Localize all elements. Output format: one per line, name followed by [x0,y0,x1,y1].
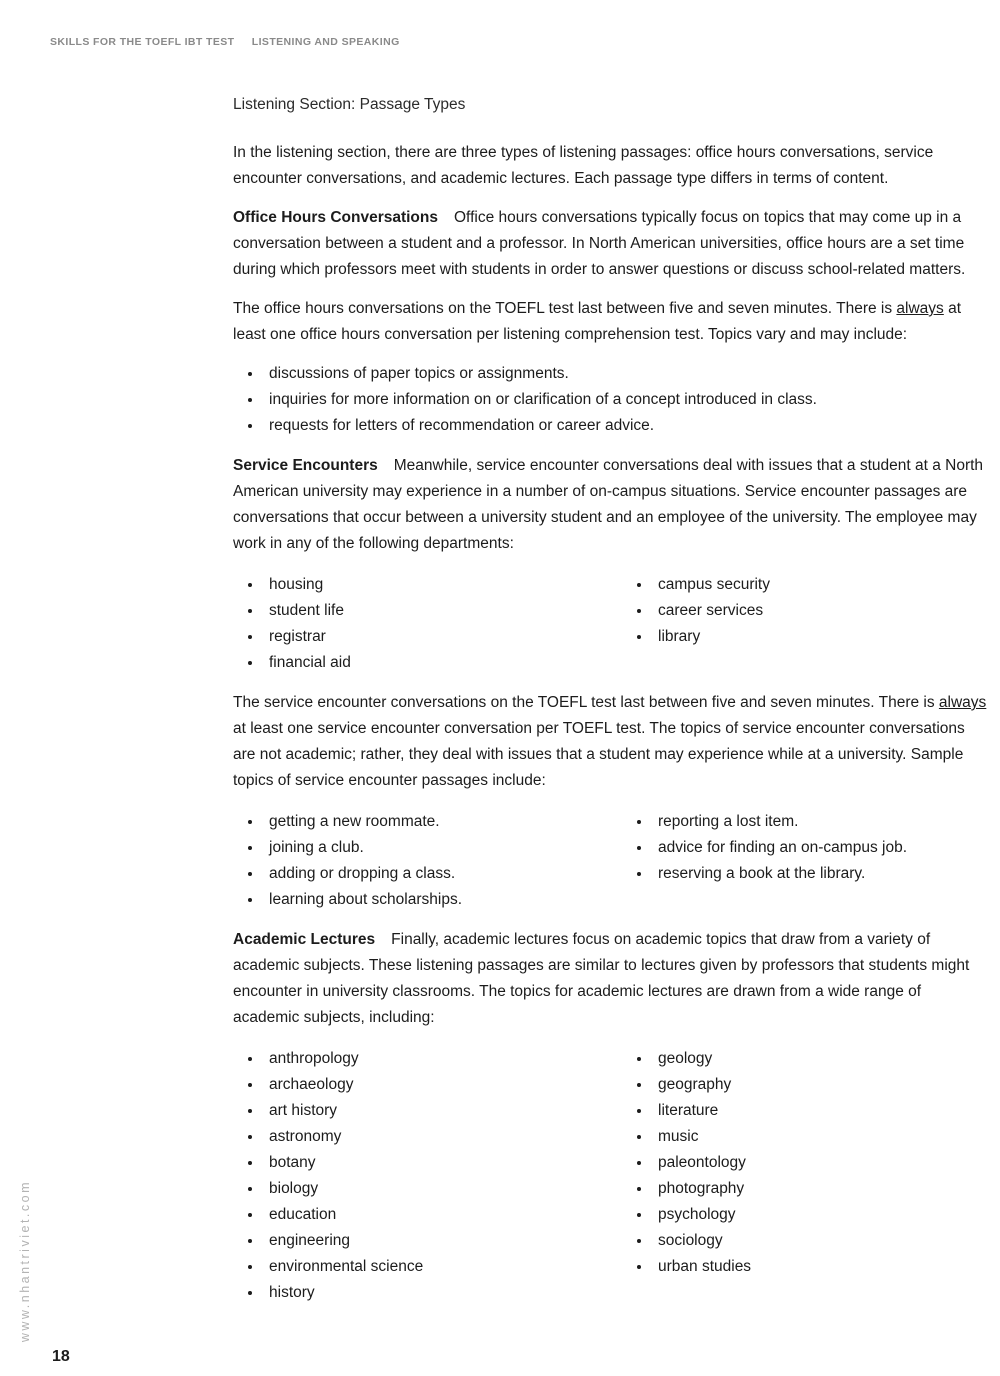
side-watermark: www.nhantriviet.com [18,1179,32,1342]
list-item: • joining a club. [263,835,622,861]
list-item: • botany [263,1150,622,1176]
list-item: • inquiries for more information on or clarification of a concept introduced in class. [263,387,990,413]
list-item: • environmental science [263,1254,622,1280]
list-item: • art history [263,1098,622,1124]
sample-topics-list-left [235,809,622,913]
office-hours-detail-after: at least one office hours conversation per listening comprehension test. Topics vary and may include: [233,300,962,343]
running-header [50,36,400,48]
departments-list-right [624,572,990,676]
list-item: • literature [652,1098,990,1124]
academic-lectures-body: Finally, academic lectures focus on academic topics that draw from a variety of academic subjects. These listening passages are similar to lectures given by professors that students might encounter in university classrooms. The topics for academic lectures are drawn from a wide range of academic subjects, including: [233,931,970,1026]
list-item: • psychology [652,1202,990,1228]
list-item: • requests for letters of recommendation or career advice. [263,413,990,439]
list-item: • discussions of paper topics or assignments. [263,361,990,387]
list-item: • registrar [263,624,622,650]
section-heading: Listening Section: Passage Types [233,96,466,113]
list-item: • financial aid [263,650,622,676]
list-item: • urban studies [652,1254,990,1280]
list-item: • history [263,1280,622,1306]
office-hours-topics-list [235,361,990,439]
service-encounters-detail-before: The service encounter conversations on the TOEFL test last between five and seven minutes. There is [233,694,939,711]
sample-topics-columns [233,807,990,913]
list-item: • housing [263,572,622,598]
office-hours-lead: Office Hours Conversations [233,209,438,226]
list-item: • anthropology [263,1046,622,1072]
office-hours-underlined-word: always [896,300,944,317]
service-encounters-detail-after: at least one service encounter conversation per TOEFL test. The topics of service encounter conversations are not academic; rather, they deal with issues that a student may experience while at a university. Sample topics of service encounter passages include: [233,720,965,789]
list-item: • biology [263,1176,622,1202]
list-item: • geography [652,1072,990,1098]
academic-subjects-list-right [624,1046,990,1306]
service-encounters-underlined-word: always [938,694,987,711]
list-item: • music [652,1124,990,1150]
list-item: • archaeology [263,1072,622,1098]
academic-subjects-list-left [235,1046,622,1306]
office-hours-detail-before: The office hours conversations on the TOEFL test last between five and seven minutes. There is [233,300,897,317]
sample-topics-list-right [624,809,990,913]
list-item: • geology [652,1046,990,1072]
list-item: • advice for finding an on-campus job. [652,835,990,861]
list-item: • career services [652,598,990,624]
list-item: • photography [652,1176,990,1202]
office-hours-body: Office hours conversations typically focus on topics that may come up in a conversation between a student and a professor. In North American universities, office hours are a set time during which professors meet with students in order to answer questions or discuss school-related matters. [233,209,966,278]
list-item: • library [652,624,990,650]
header-book-title: SKILLS FOR THE TOEFL IBT TEST [50,36,235,48]
academic-subjects-columns [233,1044,990,1306]
list-item: • adding or dropping a class. [263,861,622,887]
office-hours-detail-paragraph [233,296,990,348]
intro-paragraph: In the listening section, there are three types of listening passages: office hours conversations, service encounter conversations, and academic lectures. Each passage type differs in terms of content. [233,144,934,187]
academic-lectures-lead: Academic Lectures [233,931,376,948]
departments-list-left [235,572,622,676]
academic-lectures-paragraph [233,927,990,1031]
list-item: • getting a new roommate. [263,809,622,835]
departments-columns [233,570,990,676]
list-item: • paleontology [652,1150,990,1176]
list-item: • campus security [652,572,990,598]
service-encounters-paragraph [233,453,990,557]
list-item: • astronomy [263,1124,622,1150]
service-encounters-detail-paragraph [233,690,990,794]
list-item: • engineering [263,1228,622,1254]
list-item: • education [263,1202,622,1228]
list-item: • student life [263,598,622,624]
service-encounters-body: Meanwhile, service encounter conversations deal with issues that a student at a North American university may experience in a number of on-campus situations. Service encounter passages are conversations that occur between a university student and an employee of the university. The employee may work in any of the following departments: [233,457,984,552]
page-content [233,92,990,1320]
list-item: • reporting a lost item. [652,809,990,835]
office-hours-paragraph [233,205,990,283]
list-item: • learning about scholarships. [263,887,622,913]
list-item: • sociology [652,1228,990,1254]
service-encounters-lead: Service Encounters [233,457,378,474]
header-section-title: LISTENING AND SPEAKING [251,36,400,48]
list-item: • reserving a book at the library. [652,861,990,887]
page-number: 18 [52,1348,70,1365]
